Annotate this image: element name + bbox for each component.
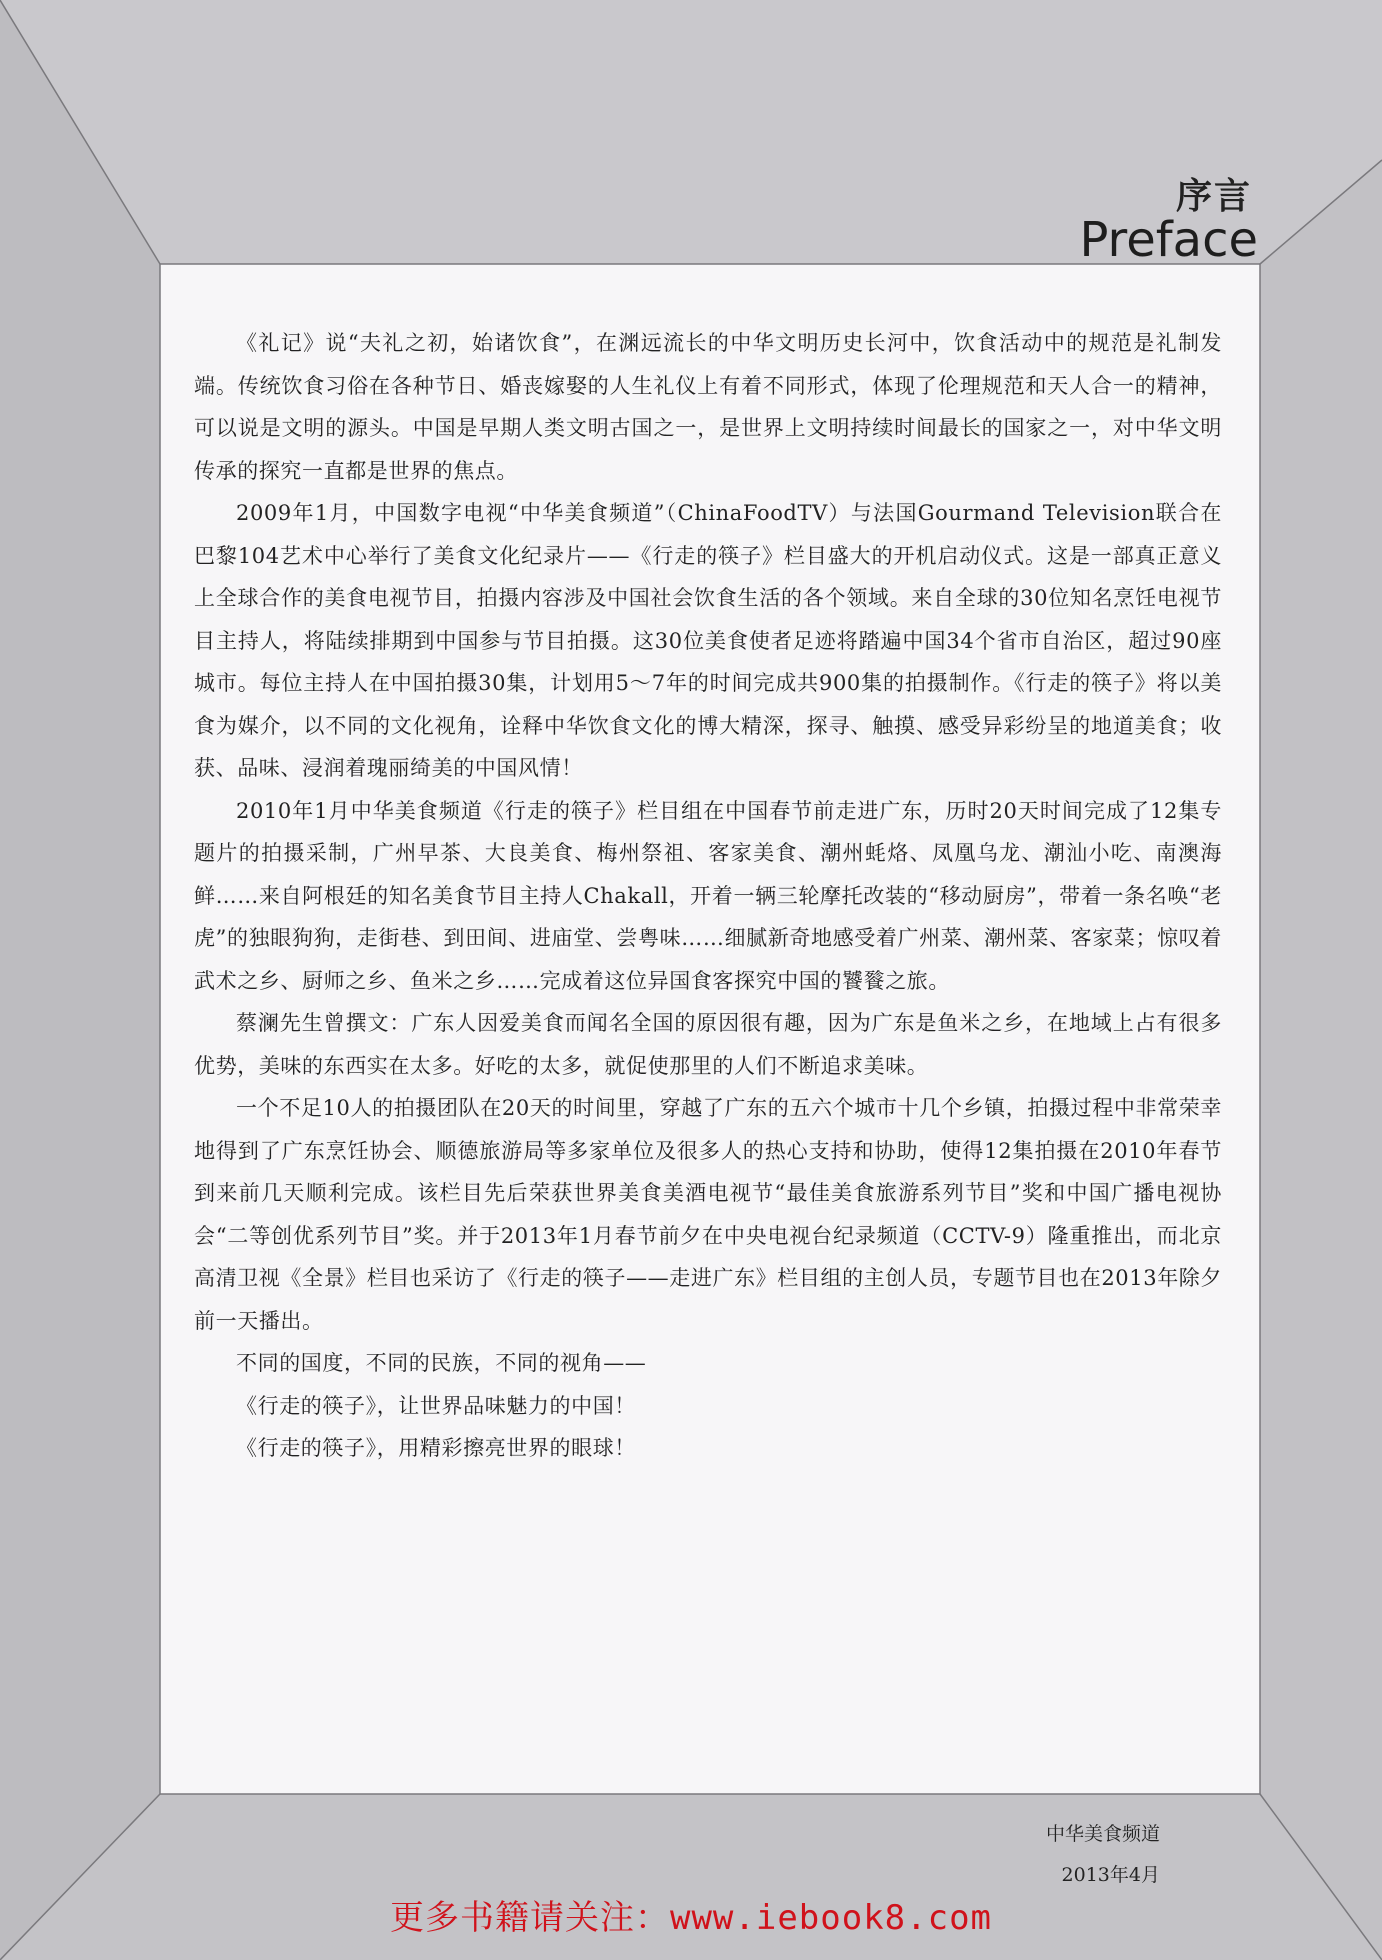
closing-line-3: 《行走的筷子》，用精彩擦亮世界的眼球！ bbox=[236, 1436, 636, 1460]
paragraph-2: 2009年1月，中国数字电视“中华美食频道”（ChinaFoodTV）与法国Gourmand Television联合在巴黎104艺术中心举行了美食文化纪录片——《行走的筷子》栏目盛大的开机启动仪式。这是一部真正意义上全球合作的美食电视节目，拍摄内容涉及中国社会饮食生活的各个领域。来自全球的30位知名烹饪电视节目主持人，将陆续排期到中国参与节目拍摄。这30位美食使者足迹将踏遍中国34个省市自治区，超过90座城市。每位主持人在中国拍摄30集，计划用5～7年的时间完成共900集的拍摄制作。《行走的筷子》将以美食为媒介，以不同的文化视角，诠释中华饮食文化的博大精深，探寻、触摸、感受异彩纷呈的地道美食；收获、品味、浸润着瑰丽绮美的中国风情！ bbox=[194, 501, 1222, 780]
preface-body bbox=[160, 264, 1260, 1886]
paragraph-4: 蔡澜先生曾撰文：广东人因爱美食而闻名全国的原因很有趣，因为广东是鱼米之乡，在地域上占有很多优势，美味的东西实在太多。好吃的太多，就促使那里的人们不断追求美味。 bbox=[194, 1011, 1222, 1078]
paragraph-5: 一个不足10人的拍摄团队在20天的时间里，穿越了广东的五六个城市十几个乡镇，拍摄过程中非常荣幸地得到了广东烹饪协会、顺德旅游局等多家单位及很多人的热心支持和协助，使得12集拍摄在2010年春节到来前几天顺利完成。该栏目先后荣获世界美食美酒电视节“最佳美食旅游系列节目”奖和中国广播电视协会“二等创优系列节目”奖。并于2013年1月春节前夕在中央电视台纪录频道（CCTV-9）隆重推出，而北京高清卫视《全景》栏目也采访了《行走的筷子——走进广东》栏目组的主创人员，专题节目也在2013年除夕前一天播出。 bbox=[194, 1096, 1222, 1333]
signature-org: 中华美食频道 bbox=[1045, 1823, 1160, 1845]
paragraph-3: 2010年1月中华美食频道《行走的筷子》栏目组在中国春节前走进广东，历时20天时间完成了12集专题片的拍摄采制，广州早茶、大良美食、梅州祭祖、客家美食、潮州蚝烙、凤凰乌龙、潮汕小吃、南澳海鲜……来自阿根廷的知名美食节目主持人Chakall，开着一辆三轮摩托改装的“移动厨房”，带着一条名唤“老虎”的独眼狗狗，走街巷、到田间、进庙堂、尝粤味……细腻新奇地感受着广州菜、潮州菜、客家菜；惊叹着武术之乡、厨师之乡、鱼米之乡……完成着这位异国食客探究中国的饕餮之旅。 bbox=[194, 798, 1222, 993]
closing-line-1: 不同的国度，不同的民族，不同的视角—— bbox=[236, 1351, 647, 1375]
closing-line-2: 《行走的筷子》，让世界品味魅力的中国！ bbox=[236, 1393, 636, 1418]
signature-date: 2013年4月 bbox=[1061, 1864, 1160, 1886]
page-title-en: Preface bbox=[1079, 212, 1258, 268]
paragraph-1: 《礼记》说“夫礼之初，始诸饮食”，在渊远流长的中华文明历史长河中，饮食活动中的规范是礼制发端。传统饮食习俗在各种节日、婚丧嫁娶的人生礼仪上有着不同形式，体现了伦理规范和天人合一的精神，可以说是文明的源头。中国是早期人类文明古国之一，是世界上文明持续时间最长的国家之一，对中华文明传承的探究一直都是世界的焦点。 bbox=[194, 331, 1222, 483]
page-title-cn: 序言 bbox=[1175, 176, 1252, 217]
watermark-text: 更多书籍请关注：www.iebook8.com bbox=[389, 1898, 993, 1938]
